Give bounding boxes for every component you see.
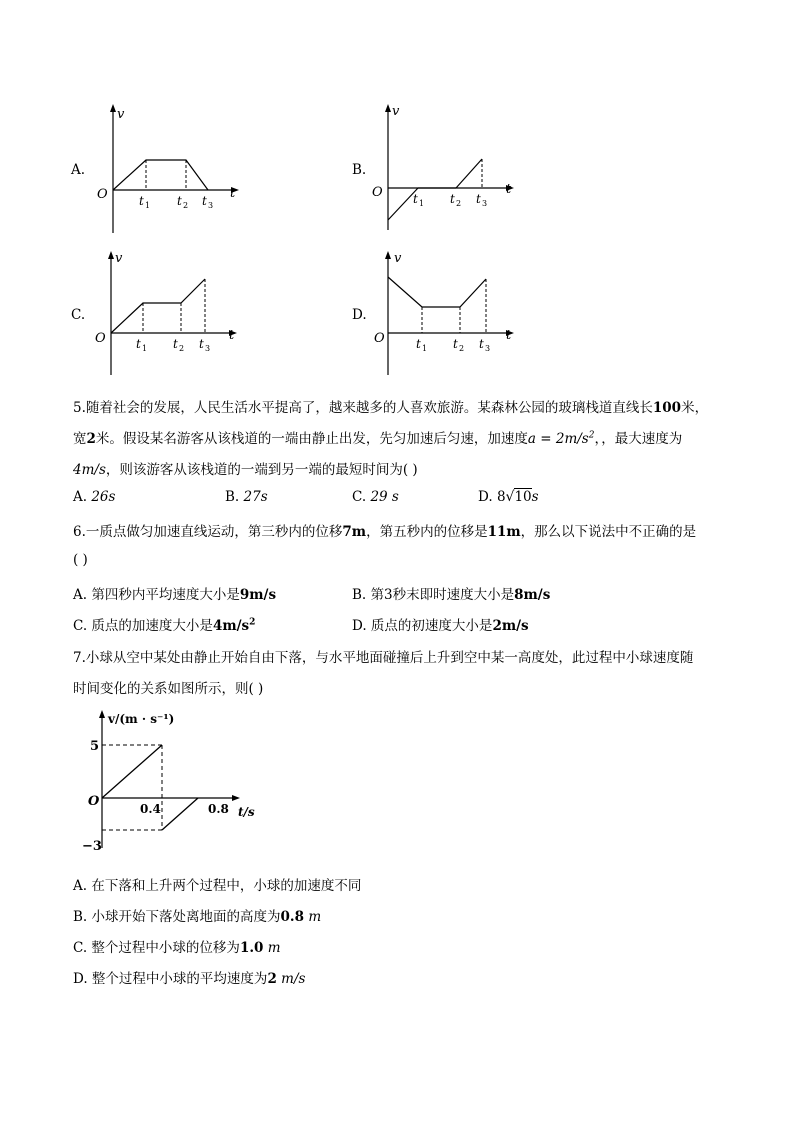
- q5-option-d[interactable]: D. 8√10s: [478, 489, 539, 505]
- origin-label: O: [97, 187, 108, 202]
- falling-segment: [102, 745, 162, 798]
- q7-option-b[interactable]: B. 小球开始下落处离地面的高度为0.8 m: [73, 909, 322, 925]
- q5-option-b[interactable]: B. 27s: [225, 489, 268, 505]
- tick-t2-label: t: [450, 192, 455, 206]
- option-b-label: B.: [352, 162, 367, 178]
- v-axis-label: v: [392, 104, 400, 119]
- tick-t2-sub: 2: [183, 201, 189, 210]
- tick-t2-sub: 2: [456, 199, 462, 208]
- q6-option-b[interactable]: B. 第3秒末即时速度大小是8m/s: [352, 587, 551, 603]
- tick-t1-sub: 1: [419, 199, 425, 208]
- graph-option-a: [95, 100, 245, 235]
- graph-option-c: [93, 245, 243, 380]
- q6-option-c[interactable]: C. 质点的加速度大小是$4m/s^2$: [73, 617, 256, 634]
- tick-t3-label: t: [479, 337, 484, 351]
- tick-t1-label: t: [136, 337, 141, 351]
- origin-label: O: [88, 794, 100, 809]
- x-tick-0-4: 0.4: [140, 802, 161, 816]
- tick-t2-sub: 2: [179, 344, 185, 353]
- x-axis-label: t/s: [238, 805, 255, 819]
- v-axis-label: v: [115, 251, 123, 266]
- q5-line2: 宽2米。假设某名游客从该栈道的一端由静止出发，先匀加速后匀速，加速度$a = 2m/s^2$，，最大速度为: [73, 430, 683, 447]
- tick-t2-label: t: [177, 194, 182, 208]
- option-a-label: A.: [71, 162, 86, 178]
- tick-t3-sub: 3: [482, 199, 488, 208]
- tick-t1-sub: 1: [142, 344, 148, 353]
- tick-t3-label: t: [199, 337, 204, 351]
- tick-t1-label: t: [139, 194, 144, 208]
- tick-t3-label: t: [476, 192, 481, 206]
- option-d-label: D.: [352, 307, 367, 323]
- origin-label: O: [374, 331, 385, 346]
- tick-t1-label: t: [416, 337, 421, 351]
- q7-option-d[interactable]: D. 整个过程中小球的平均速度为2 m/s: [73, 971, 306, 987]
- t-axis-label: t: [230, 186, 236, 201]
- tick-t2-label: t: [453, 337, 458, 351]
- option-c-label: C.: [71, 307, 86, 323]
- q7-vt-graph: [78, 708, 268, 858]
- graph-option-b: [370, 100, 520, 235]
- q7-option-a[interactable]: A. 在下落和上升两个过程中，小球的加速度不同: [73, 878, 362, 894]
- tick-t2-sub: 2: [459, 344, 465, 353]
- tick-t3-label: t: [202, 194, 207, 208]
- q7-line2: 时间变化的关系如图所示，则( ): [73, 681, 264, 697]
- rising-segment: [162, 798, 198, 830]
- tick-t3-sub: 3: [205, 344, 211, 353]
- y-tick-5: 5: [90, 739, 100, 754]
- t-axis-label: t: [506, 182, 512, 197]
- t-axis-label: t: [506, 328, 512, 343]
- q6-line2: ( ): [73, 552, 88, 568]
- q7-option-c[interactable]: C. 整个过程中小球的位移为1.0 m: [73, 940, 281, 956]
- q5-line3: 4m/s，则该游客从该栈道的一端到另一端的最短时间为( ): [73, 462, 418, 478]
- graph-option-d: [370, 245, 520, 380]
- t-axis-label: t: [229, 328, 235, 343]
- tick-t1-label: t: [413, 192, 418, 206]
- q5-line1: 5.随着社会的发展，人民生活水平提高了，越来越多的人喜欢旅游。某森林公园的玻璃栈道直线长100米，: [73, 400, 709, 416]
- y-tick-neg3: −3: [82, 839, 102, 854]
- tick-t1-sub: 1: [145, 201, 151, 210]
- y-axis-label: v/(m · s⁻¹): [108, 712, 175, 726]
- q5-option-c[interactable]: C. 29 s: [352, 489, 399, 505]
- origin-label: O: [372, 185, 383, 200]
- tick-t1-sub: 1: [422, 344, 428, 353]
- origin-label: O: [95, 331, 106, 346]
- tick-t3-sub: 3: [485, 344, 491, 353]
- sqrt-symbol: √: [505, 489, 515, 505]
- tick-t3-sub: 3: [208, 201, 214, 210]
- q7-line1: 7.小球从空中某处由静止开始自由下落，与水平地面碰撞后上升到空中某一高度处，此过程中小球速度随: [73, 650, 694, 666]
- tick-t2-label: t: [173, 337, 178, 351]
- v-axis-label: v: [394, 251, 402, 266]
- q5-option-a[interactable]: A. 26s: [73, 489, 116, 505]
- q6-option-a[interactable]: A. 第四秒内平均速度大小是9m/s: [73, 587, 277, 603]
- q6-line1: 6.一质点做匀加速直线运动，第三秒内的位移7m，第五秒内的位移是11m，那么以下说法中不正确的是: [73, 524, 697, 540]
- x-tick-0-8: 0.8: [208, 802, 229, 816]
- q6-option-d[interactable]: D. 质点的初速度大小是2m/s: [352, 618, 529, 634]
- v-axis-label: v: [117, 107, 125, 122]
